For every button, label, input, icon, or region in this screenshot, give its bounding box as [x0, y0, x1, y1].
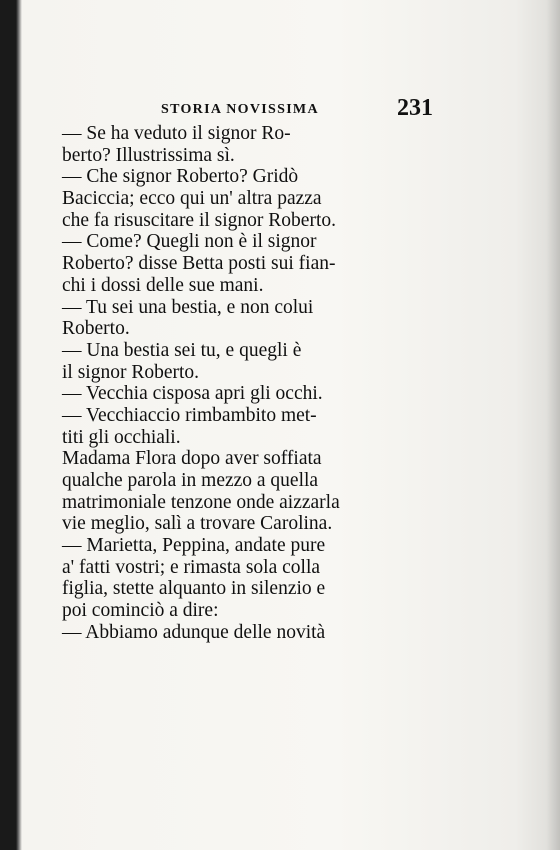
- text-line: — Una bestia sei tu, e quegli è: [62, 339, 302, 361]
- text-line: — Tu sei una bestia, e non colui: [62, 296, 314, 318]
- text-line: vie meglio, salì a trovare Carolina.: [62, 513, 333, 535]
- text-line: — Abbiamo adunque delle novità: [62, 621, 326, 643]
- text-line: — Marietta, Peppina, andate pure: [62, 535, 326, 557]
- page-number: 231: [397, 95, 433, 121]
- text-line: — Se ha veduto il signor Ro-: [62, 123, 291, 144]
- text-line: Baciccia; ecco qui un' altra pazza: [62, 188, 322, 210]
- text-line: qualche parola in mezzo a quella: [62, 470, 319, 491]
- text-line: matrimoniale tenzone onde aizzarla: [62, 491, 340, 513]
- page-header: [153, 96, 433, 126]
- text-line: — Vecchia cisposa apri gli occhi.: [62, 383, 323, 405]
- text-line: a' fatti vostri; e rimasta sola colla: [62, 556, 321, 578]
- page-edge-shadow: [546, 0, 560, 850]
- text-line: il signor Roberto.: [62, 361, 200, 383]
- text-line: — Come? Quegli non è il signor: [62, 231, 317, 253]
- text-line: titi gli occhiali.: [62, 426, 181, 448]
- text-line: poi cominciò a dire:: [62, 600, 219, 622]
- text-line: che fa risuscitare il signor Roberto.: [62, 209, 336, 231]
- body-text: [62, 123, 432, 644]
- text-line: chi i dossi delle sue mani.: [62, 274, 264, 296]
- text-line: berto? Illustrissima sì.: [62, 144, 235, 166]
- text-line: Madama Flora dopo aver soffiata: [62, 448, 322, 470]
- text-line: Roberto? disse Betta posti sui fian-: [62, 253, 336, 275]
- text-line: Roberto.: [62, 318, 130, 340]
- text-line: — Che signor Roberto? Gridò: [62, 166, 299, 188]
- text-line: figlia, stette alquanto in silenzio e: [62, 578, 326, 600]
- running-title: STORIA NOVISSIMA: [161, 102, 319, 117]
- text-line: — Vecchiaccio rimbambito met-: [62, 404, 317, 426]
